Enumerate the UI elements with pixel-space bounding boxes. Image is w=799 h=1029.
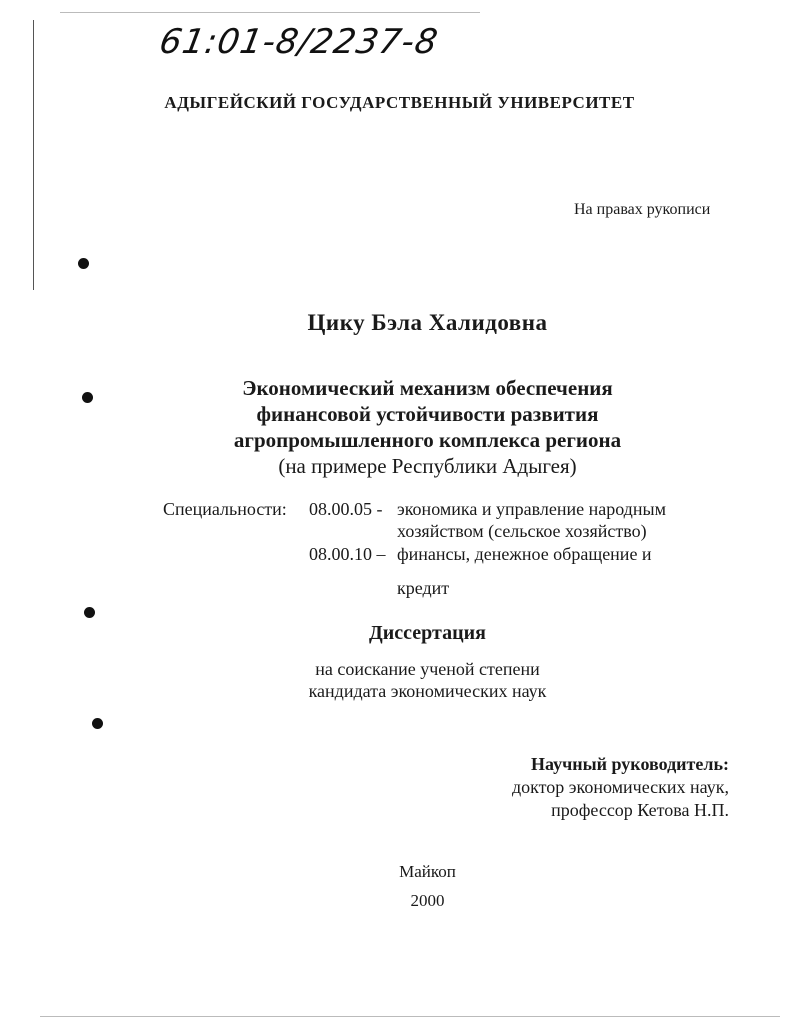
specialties-label: Специальности: (163, 499, 287, 519)
degree-line: на соискание ученой степени (315, 659, 540, 679)
specialty-name: хозяйством (сельское хозяйство) (397, 521, 647, 541)
scan-edge-left (33, 20, 34, 290)
specialty-code: 08.00.05 - (309, 499, 383, 519)
degree-block (28, 658, 799, 702)
binder-hole (78, 258, 89, 269)
title-line: агропромышленного комплекса региона (233, 428, 622, 452)
archive-stamp: 61:01-8/2237-8 (156, 22, 442, 62)
supervisor-degree: доктор экономических наук, (512, 777, 729, 797)
supervisor-block (512, 753, 729, 822)
specialty-name: финансы, денежное обращение и (397, 544, 652, 564)
specialty-name: кредит (397, 578, 450, 598)
university-name: АДЫГЕЙСКИЙ ГОСУДАРСТВЕННЫЙ УНИВЕРСИТЕТ (164, 93, 635, 112)
rights-note: На правах рукописи (574, 201, 711, 218)
specialty-code: 08.00.10 – (309, 544, 386, 564)
title-subtitle: (на примере Республики Адыгея) (278, 454, 577, 478)
binder-hole (92, 718, 103, 729)
title-line: финансовой устойчивости развития (256, 402, 599, 426)
binder-hole (84, 607, 95, 618)
scan-edge-bottom (40, 1016, 780, 1017)
degree-line: кандидата экономических наук (308, 681, 547, 701)
supervisor-heading: Научный руководитель: (531, 754, 729, 774)
supervisor-name: профессор Кетова Н.П. (551, 800, 729, 820)
scan-edge-top (60, 12, 480, 13)
dissertation-title (28, 375, 799, 479)
year: 2000 (410, 891, 445, 910)
author-name: Цику Бэла Халидовна (307, 310, 548, 335)
document-type: Диссертация (369, 622, 486, 644)
specialty-name: экономика и управление народным (397, 499, 666, 519)
title-line: Экономический механизм обеспечения (242, 376, 613, 400)
city: Майкоп (399, 862, 456, 881)
